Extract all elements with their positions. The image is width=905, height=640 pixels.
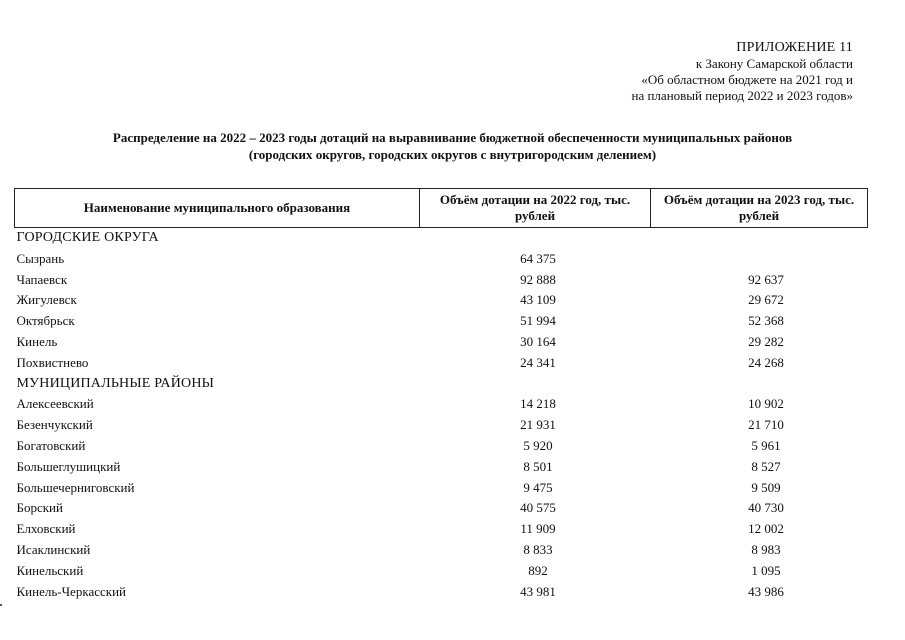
municipality-name: Борский bbox=[16, 500, 63, 516]
column-header-name: Наименование муниципального образования bbox=[15, 189, 420, 228]
document-title bbox=[20, 129, 885, 163]
value-2022: 64 375 bbox=[520, 250, 556, 266]
value-2022: 40 575 bbox=[520, 500, 556, 516]
value-2023 bbox=[651, 249, 868, 270]
municipality-name: Кинель bbox=[16, 333, 58, 349]
value-2022: 5 920 bbox=[523, 437, 553, 453]
title-line: Распределение на 2022 – 2023 годы дотаций на выравнивание бюджетной обеспеченности муниципальных районов bbox=[112, 130, 793, 145]
appendix-line: к Закону Самарской области bbox=[695, 56, 853, 71]
value-2023: 40 730 bbox=[748, 500, 784, 516]
value-2022: 8 501 bbox=[523, 458, 553, 474]
municipality-name: Октябрьск bbox=[16, 313, 75, 329]
value-2023 bbox=[651, 228, 868, 249]
value-2023: 29 282 bbox=[748, 333, 784, 349]
municipality-name: Большеглушицкий bbox=[16, 458, 121, 474]
column-header-2022: Объём дотации на 2022 год, тыс. рублей bbox=[420, 189, 651, 228]
municipality-name: Большечерниговский bbox=[16, 479, 135, 495]
table-row bbox=[15, 540, 868, 561]
municipality-name: Жигулевск bbox=[16, 292, 77, 308]
value-2023: 29 672 bbox=[748, 292, 784, 308]
value-2022 bbox=[420, 228, 651, 249]
value-2023: 5 961 bbox=[751, 437, 781, 453]
value-2023: 9 509 bbox=[751, 479, 781, 495]
value-2022: 51 994 bbox=[520, 313, 556, 329]
municipality-name: Похвистнево bbox=[16, 354, 89, 370]
table-body bbox=[15, 228, 868, 603]
value-2022: 892 bbox=[528, 562, 548, 578]
value-2023: 1 095 bbox=[751, 562, 781, 578]
value-2023: 8 983 bbox=[751, 541, 781, 557]
value-2023: 8 527 bbox=[751, 458, 781, 474]
value-2022: 11 909 bbox=[520, 521, 556, 537]
table-row bbox=[15, 353, 868, 374]
municipality-name: Исаклинский bbox=[16, 541, 91, 557]
value-2023: 21 710 bbox=[748, 417, 784, 433]
table-row bbox=[15, 394, 868, 415]
value-2023: 52 368 bbox=[748, 313, 784, 329]
appendix-line: «Об областном бюджете на 2021 год и bbox=[641, 72, 853, 87]
value-2022: 8 833 bbox=[523, 541, 553, 557]
municipality-name: Елховский bbox=[16, 521, 76, 537]
value-2023 bbox=[651, 374, 868, 395]
value-2022: 14 218 bbox=[520, 396, 556, 412]
table-row bbox=[15, 332, 868, 353]
section-row bbox=[15, 374, 868, 395]
table-row bbox=[15, 249, 868, 270]
table-row bbox=[15, 478, 868, 499]
value-2023: 12 002 bbox=[748, 521, 784, 537]
value-2022: 92 888 bbox=[520, 271, 556, 287]
table-row bbox=[15, 457, 868, 478]
appendix-header bbox=[632, 40, 854, 104]
value-2023: 43 986 bbox=[748, 583, 784, 599]
value-2023: 92 637 bbox=[748, 271, 784, 287]
value-2022 bbox=[420, 374, 651, 395]
value-2022: 21 931 bbox=[520, 417, 556, 433]
column-header-2023: Объём дотации на 2023 год, тыс. рублей bbox=[651, 189, 868, 228]
municipality-name: Богатовский bbox=[16, 437, 86, 453]
table-row bbox=[15, 436, 868, 457]
table-header-row bbox=[15, 189, 868, 228]
value-2022: 9 475 bbox=[523, 479, 553, 495]
value-2022: 43 109 bbox=[520, 292, 556, 308]
value-2023: 24 268 bbox=[748, 354, 784, 370]
appendix-line: на плановый период 2022 и 2023 годов» bbox=[631, 88, 853, 103]
municipality-name: Чапаевск bbox=[16, 271, 68, 287]
table-row bbox=[15, 582, 868, 603]
section-row bbox=[15, 228, 868, 249]
table-row bbox=[15, 290, 868, 311]
table-row bbox=[15, 498, 868, 519]
scan-mark bbox=[0, 604, 2, 606]
title-line: (городских округов, городских округов с внутригородским делением) bbox=[248, 147, 657, 162]
municipality-name: Безенчукский bbox=[16, 417, 93, 433]
value-2022: 24 341 bbox=[520, 354, 556, 370]
table-row bbox=[15, 561, 868, 582]
subsidy-table bbox=[14, 188, 868, 602]
municipality-name: Сызрань bbox=[16, 250, 65, 266]
value-2023: 10 902 bbox=[748, 396, 784, 412]
appendix-heading: ПРИЛОЖЕНИЕ 11 bbox=[736, 40, 853, 55]
municipality-name: Кинельский bbox=[16, 562, 84, 578]
municipality-name: МУНИЦИПАЛЬНЫЕ РАЙОНЫ bbox=[16, 375, 215, 391]
table-row bbox=[15, 415, 868, 436]
municipality-name: ГОРОДСКИЕ ОКРУГА bbox=[16, 230, 159, 245]
table-row bbox=[15, 519, 868, 540]
table-row bbox=[15, 270, 868, 291]
municipality-name: Алексеевский bbox=[16, 396, 94, 412]
value-2022: 30 164 bbox=[520, 333, 556, 349]
table-row bbox=[15, 311, 868, 332]
municipality-name: Кинель-Черкасский bbox=[16, 583, 126, 599]
value-2022: 43 981 bbox=[520, 583, 556, 599]
